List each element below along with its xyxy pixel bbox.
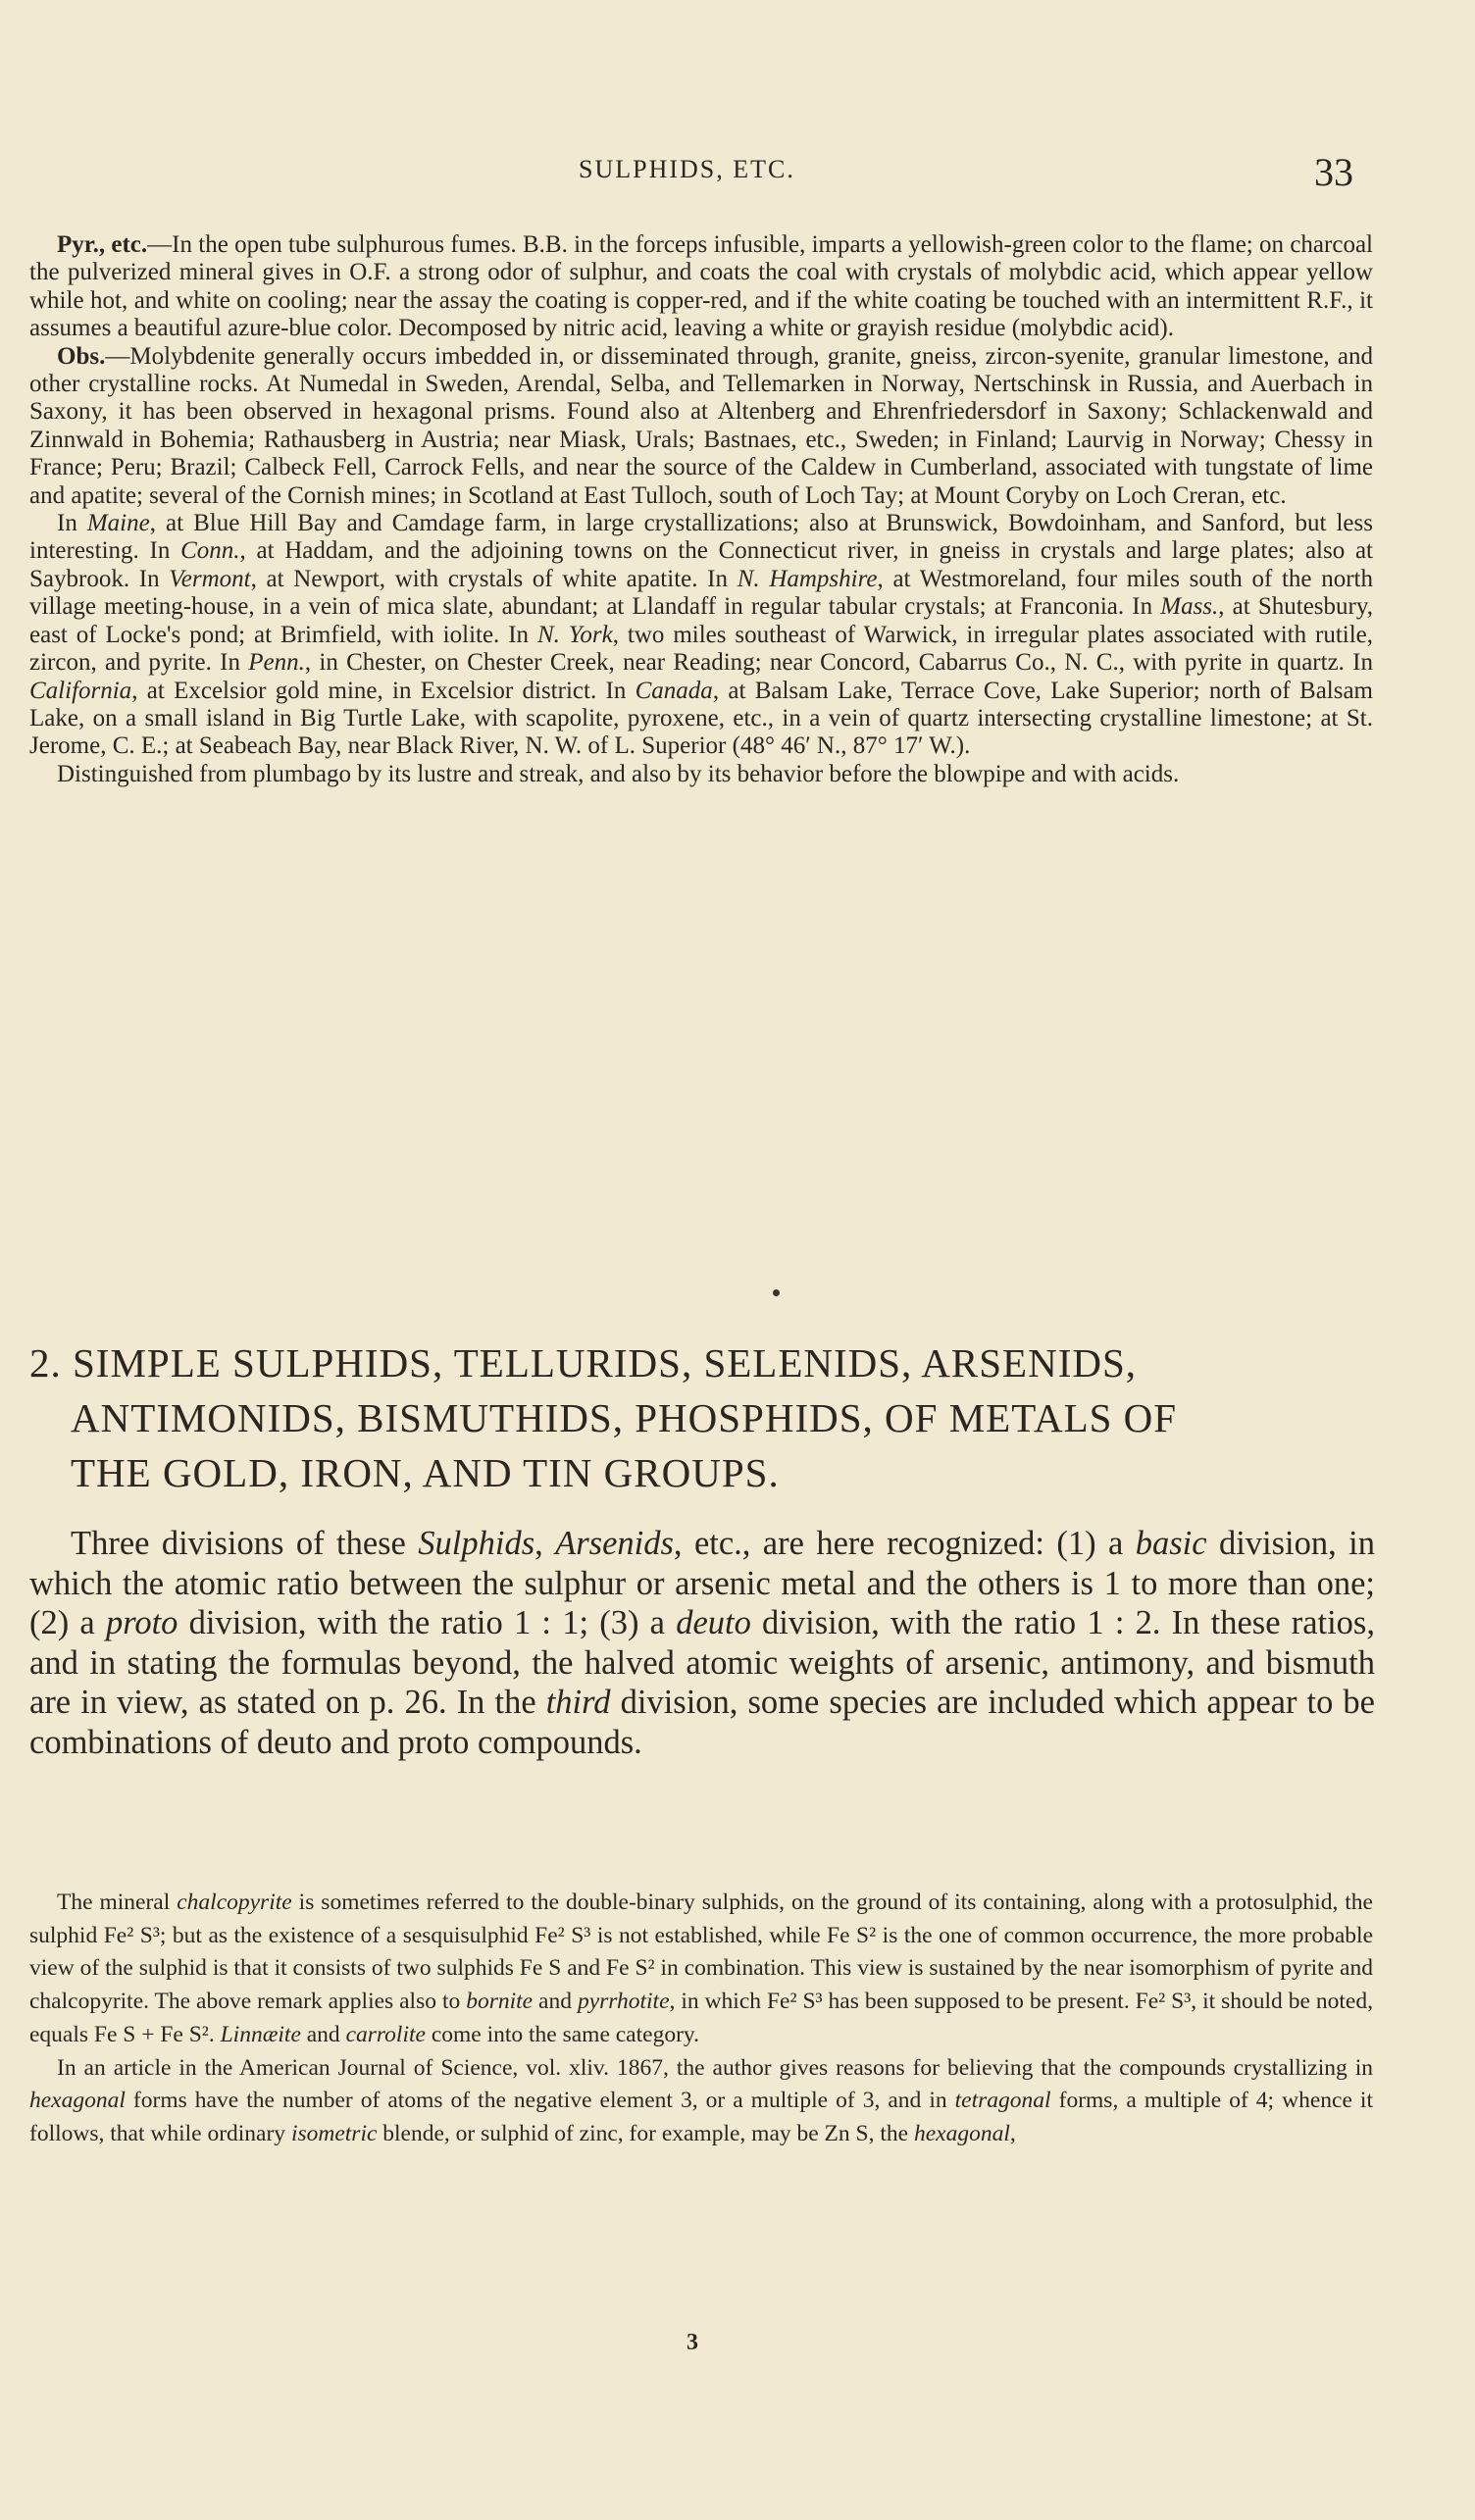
term-tetragonal: tetragonal: [954, 2088, 1051, 2114]
section-heading: [29, 1336, 1383, 1500]
locality-penn: Penn.: [248, 649, 305, 677]
text-run: ,: [534, 1525, 556, 1562]
text-run: and: [300, 2021, 346, 2047]
signature-mark: 3: [687, 2330, 698, 2355]
obs-text: —Molybdenite generally occurs imbedded in, or disseminated through, granite, gneiss, zircon-syenite, granular limestone, and other crystalline rocks. At Numedal in Sweden, Arendal, Selba, and Tellemarken in Norway, Nertschinsk in Russia, and Auerbach in Saxony, it has been observed in hexagonal prisms. Found also at Altenberg and Ehrenfriedersdorf in Saxony; Schlackenwald and Zinnwald in Bohemia; Rathausberg in Austria; near Miask, Urals; Bastnaes, etc., Sweden; in Finland; Laurvig in Norway; Chessy in France; Peru; Brazil; Calbeck Fell, Carrock Fells, and near the source of the Caldew in Cumberland, associated with tungstate of lime and apatite; several of the Cornish mines; in Scotland at East Tulloch, south of Loch Tay; at Mount Coryby on Loch Creran, etc.: [29, 342, 1373, 509]
obs-lead: Obs.: [57, 342, 106, 370]
pyr-text: —In the open tube sulphurous fumes. B.B. in the forceps infusible, imparts a yellowish-green color to the flame; on charcoal the pulverized mineral gives in O.F. a strong odor of sulphur, and coats the coal with crystals of molybdic acid, which appear yellow while hot, and white on cooling; near the assay the coating is copper-red, and if the white coating be touched with an intermittent R.F., it assumes a beautiful azure-blue color. Decomposed by nitric acid, leaving a white or grayish residue (molybdic acid).: [29, 231, 1373, 342]
text-run: and: [533, 1989, 578, 2015]
text-run: , at Blue Hill Bay and Camdage farm, in large crystallizations; also at Brunswick, Bowdoinham, and Sanford, but less interesting. In: [29, 510, 1373, 565]
text-run: , at Excelsior gold mine, in Excelsior district. In: [131, 677, 636, 704]
text-run: , at Newport, with crystals of white apatite. In: [250, 565, 738, 592]
running-head: [0, 149, 1475, 194]
term-proto: proto: [105, 1604, 178, 1641]
intro-paragraph: [29, 1524, 1375, 1762]
text-run: , at Haddam, and the adjoining towns on the Connecticut river, in gneiss in crystals and large plates; also at Saybrook. In: [29, 537, 1373, 592]
journal-note: [29, 2052, 1373, 2151]
pyr-lead: Pyr., etc.: [57, 231, 148, 258]
text-run: In: [57, 510, 87, 537]
text-run: division, some species are included which appear to be combinations of deuto and proto compounds.: [29, 1684, 1375, 1761]
text-run: blende, or sulphid of zinc, for example, may be Zn S, the: [377, 2120, 914, 2146]
text-run: division, in which the atomic ratio between the sulphur or arsenic metal and the others is 1 to more than one; (2) a: [29, 1525, 1376, 1641]
text-run: , etc., are here recognized: (1) a: [673, 1525, 1136, 1562]
term-sulphids: Sulphids: [418, 1525, 535, 1562]
text-run: , in Chester, on Chester Creek, near Reading; near Concord, Cabarrus Co., N. C., with pyrite in quartz. In: [304, 649, 1373, 677]
text-run: The mineral: [57, 1890, 178, 1915]
mineral-chalcopyrite: chalcopyrite: [177, 1890, 292, 1915]
mineral-linnaeite: Linnæite: [220, 2021, 301, 2047]
text-run: forms have the number of atoms of the negative element 3, or a multiple of 3, and in: [125, 2088, 955, 2114]
text-run: Three divisions of these: [71, 1525, 419, 1562]
chalcopyrite-note: [29, 1887, 1373, 2052]
us-localities-paragraph: [29, 510, 1373, 761]
term-basic: basic: [1135, 1525, 1207, 1562]
section-heading-line: THE GOLD, IRON, AND TIN GROUPS.: [71, 1450, 780, 1495]
term-hexagonal: hexagonal: [913, 2120, 1010, 2146]
mineral-bornite: bornite: [466, 1989, 534, 2015]
text-run: forms, a multiple of 4; whence it follows, that while ordinary: [29, 2088, 1373, 2146]
text-run: , in which Fe² S³ has been supposed to be present. Fe² S³, it should be noted, equals Fe S + Fe S².: [29, 1989, 1373, 2047]
locality-california: California: [29, 677, 132, 704]
locality-maine: Maine: [86, 510, 150, 537]
locality-canada: Canada: [635, 677, 713, 704]
text-run: , two miles southeast of Warwick, in irregular plates associated with rutile, zircon, and pyrite. In: [29, 621, 1374, 677]
molybdenite-text: [29, 231, 1373, 788]
term-arsenids: Arsenids: [555, 1525, 674, 1562]
term-hexagonal: hexagonal: [29, 2088, 126, 2114]
locality-mass: Mass.: [1160, 593, 1219, 621]
mineral-pyrrhotite: pyrrhotite: [577, 1989, 670, 2015]
running-title: SULPHIDS, ETC.: [579, 155, 795, 183]
notes: [29, 1887, 1373, 2151]
text-run: In an article in the American Journal of Science, vol. xliv. 1867, the author gives reasons for believing that the compounds crystallizing in: [57, 2054, 1373, 2081]
section-heading-line: ANTIMONIDS, BISMUTHIDS, PHOSPHIDS, OF METALS OF: [71, 1395, 1178, 1440]
text-run: is sometimes referred to the double-binary sulphids, on the ground of its containing, along with a protosulphid, the sulphid Fe² S³; but as the existence of a sesquisulphid Fe² S³ is not established, while Fe S² is the one of common occurrence, the more probable view of the sulphid is that it consists of two sulphids Fe S and Fe S² in combination. This view is sustained by the near isomorphism of pyrite and chalcopyrite. The above remark applies also to: [29, 1890, 1373, 2015]
section-heading-line: 2. SIMPLE SULPHIDS, TELLURIDS, SELENIDS, ARSENIDS,: [29, 1340, 1138, 1386]
text-run: division, with the ratio 1 : 1; (3) a: [178, 1604, 677, 1641]
pyr-paragraph: [29, 231, 1373, 343]
locality-nh: N. Hampshire: [737, 565, 878, 592]
obs-paragraph: [29, 343, 1373, 510]
text-run: , at Shutesbury, east of Locke's pond; at Brimfield, with iolite. In: [29, 593, 1373, 648]
page-number: 33: [1314, 150, 1353, 194]
term-isometric: isometric: [290, 2120, 378, 2146]
locality-conn: Conn.: [180, 537, 240, 565]
term-deuto: deuto: [676, 1604, 751, 1641]
distinguished-paragraph: Distinguished from plumbago by its lustre and streak, and also by its behavior before the blowpipe and with acids.: [57, 760, 1180, 787]
text-run: ,: [1009, 2120, 1016, 2146]
separator-dot: [773, 1289, 780, 1296]
locality-vermont: Vermont: [169, 565, 251, 592]
text-run: come into the same category.: [425, 2021, 699, 2047]
term-third: third: [545, 1684, 611, 1721]
text-run: , at Balsam Lake, Terrace Cove, Lake Superior; north of Balsam Lake, on a small island in Big Turtle Lake, with scapolite, pyroxene, etc., in a vein of quartz intersecting crystalline limestone; at St. Jerome, C. E.; at Seabeach Bay, near Black River, N. W. of L. Superior (48° 46′ N., 87° 17′ W.).: [29, 677, 1374, 760]
locality-ny: N. York: [536, 621, 613, 648]
mineral-carrolite: carrolite: [345, 2021, 426, 2047]
text-run: , at Westmoreland, four miles south of the north village meeting-house, in a vein of mica slate, abundant; at Llandaff in regular tabular crystals; at Franconia. In: [29, 565, 1373, 621]
text-run: division, with the ratio 1 : 2. In these ratios, and in stating the formulas beyond, the halved atomic weights of arsenic, antimony, and bismuth are in view, as stated on p. 26. In the: [29, 1604, 1375, 1721]
